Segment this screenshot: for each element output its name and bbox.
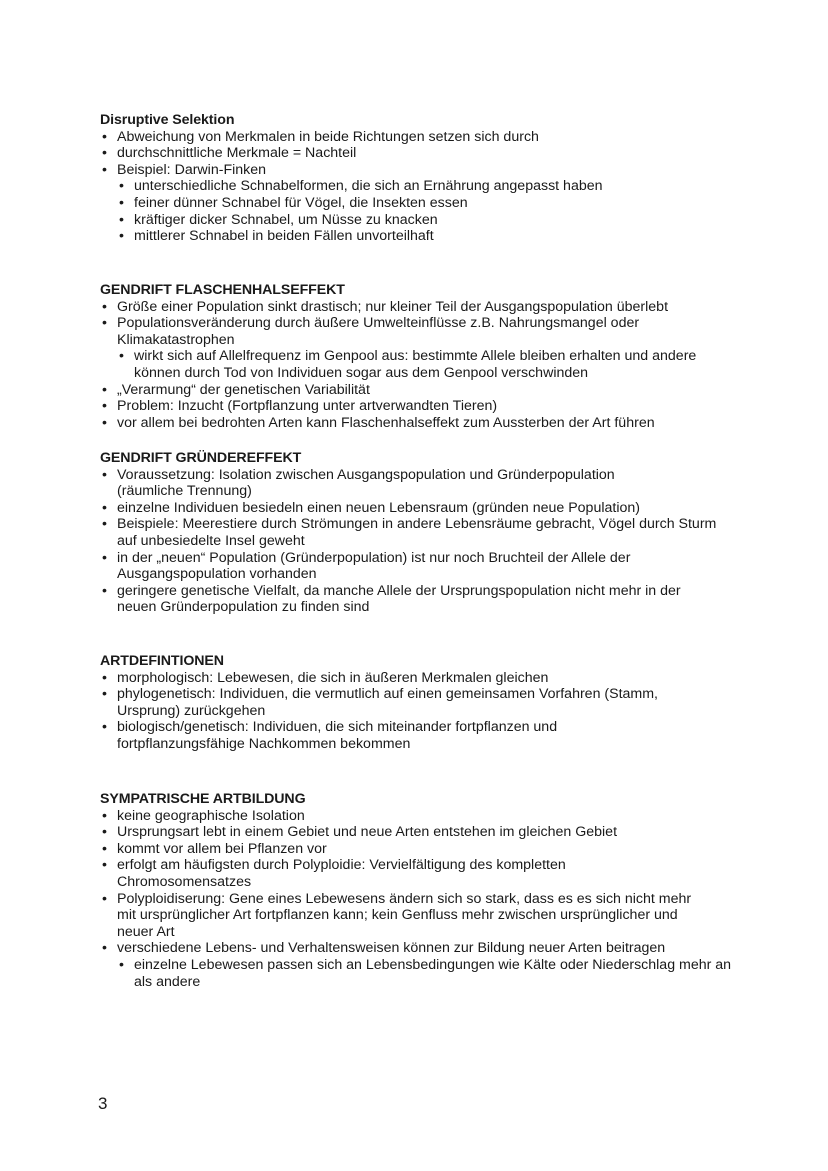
bullet-icon: • bbox=[102, 686, 107, 703]
list-item-text: „Verarmung“ der genetischen Variabilität bbox=[117, 381, 370, 398]
list-item bbox=[100, 686, 740, 719]
section-title: GENDRIFT FLASCHENHALSEFFEKT bbox=[100, 282, 345, 298]
list-item-text: feiner dünner Schnabel für Vögel, die Insekten essen bbox=[134, 194, 468, 211]
list-item-text: vor allem bei bedrohten Arten kann Flaschenhalseffekt zum Aussterben der Art führen bbox=[117, 414, 655, 431]
list-item-text: kräftiger dicker Schnabel, um Nüsse zu knacken bbox=[134, 211, 438, 228]
bullet-icon: • bbox=[102, 549, 107, 566]
list-item-text: Ursprungsart lebt in einem Gebiet und neue Arten entstehen im gleichen Gebiet bbox=[117, 824, 618, 841]
bullet-list bbox=[100, 129, 660, 245]
bullet-icon: • bbox=[102, 719, 107, 736]
section-title: ARTDEFINTIONEN bbox=[100, 653, 224, 669]
bullet-icon: • bbox=[102, 466, 107, 483]
bullet-icon: • bbox=[102, 516, 107, 533]
list-item bbox=[100, 315, 740, 381]
section-sympatrische-artbildung bbox=[100, 791, 740, 990]
bullet-icon: • bbox=[119, 211, 124, 228]
list-item bbox=[100, 382, 740, 399]
list-item-text: einzelne Lebewesen passen sich an Lebensbedingungen wie Kälte oder Niederschlag mehr an als andere bbox=[134, 956, 732, 990]
list-item bbox=[100, 500, 740, 517]
list-item-text: Größe einer Population sinkt drastisch; nur kleiner Teil der Ausgangspopulation überlebt bbox=[117, 298, 669, 315]
sub-list-item bbox=[117, 957, 740, 990]
list-item bbox=[100, 583, 740, 616]
bullet-icon: • bbox=[102, 414, 107, 431]
bullet-list bbox=[100, 670, 740, 753]
list-item-text: mittlerer Schnabel in beiden Fällen unvorteilhaft bbox=[134, 228, 434, 245]
sub-list-item bbox=[117, 178, 660, 195]
list-item bbox=[100, 516, 740, 549]
list-item-text: durchschnittliche Merkmale = Nachteil bbox=[117, 145, 357, 162]
bullet-icon: • bbox=[119, 228, 124, 245]
bullet-icon: • bbox=[102, 298, 107, 315]
list-item bbox=[100, 940, 740, 990]
list-item bbox=[100, 670, 740, 687]
bullet-icon: • bbox=[119, 956, 124, 973]
bullet-icon: • bbox=[102, 315, 107, 332]
list-item bbox=[100, 129, 660, 146]
list-item-text: morphologisch: Lebewesen, die sich in äußeren Merkmalen gleichen bbox=[117, 669, 549, 686]
list-item-text: in der „neuen“ Population (Gründerpopulation) ist nur noch Bruchteil der Allele der Ausgangspopulation vorhanden bbox=[117, 549, 631, 583]
section-artdefinitionen bbox=[100, 653, 740, 753]
list-item bbox=[100, 145, 660, 162]
bullet-icon: • bbox=[102, 381, 107, 398]
bullet-icon: • bbox=[102, 161, 107, 178]
bullet-icon: • bbox=[102, 824, 107, 841]
sub-list bbox=[117, 178, 660, 244]
sub-list bbox=[117, 957, 740, 990]
bullet-icon: • bbox=[102, 128, 107, 145]
list-item bbox=[100, 398, 740, 415]
section-title: Disruptive Selektion bbox=[100, 112, 235, 128]
list-item-text: phylogenetisch: Individuen, die vermutlich auf einen gemeinsamen Vorfahren (Stamm, Ursprung) zurückgehen bbox=[117, 686, 659, 719]
bullet-list bbox=[100, 299, 740, 432]
list-item-text: Voraussetzung: Isolation zwischen Ausgangspopulation und Gründerpopulation (räumliche Trennung) bbox=[117, 466, 615, 500]
section-title: SYMPATRISCHE ARTBILDUNG bbox=[100, 791, 306, 807]
bullet-icon: • bbox=[102, 499, 107, 516]
bullet-icon: • bbox=[102, 145, 107, 162]
list-item bbox=[100, 550, 740, 583]
bullet-icon: • bbox=[102, 807, 107, 824]
list-item-text: keine geographische Isolation bbox=[117, 807, 305, 824]
section-title: GENDRIFT GRÜNDEREFFEKT bbox=[100, 450, 302, 466]
list-item-text: unterschiedliche Schnabelformen, die sich an Ernährung angepasst haben bbox=[134, 178, 603, 195]
list-item-text: Populationsveränderung durch äußere Umwelteinflüsse z.B. Nahrungsmangel oder Klimakatastrophen bbox=[117, 315, 640, 348]
bullet-icon: • bbox=[102, 582, 107, 599]
sub-list-item bbox=[117, 212, 660, 229]
bullet-icon: • bbox=[102, 890, 107, 907]
list-item bbox=[100, 841, 740, 858]
bullet-icon: • bbox=[102, 857, 107, 874]
page-number: 3 bbox=[98, 1094, 108, 1113]
bullet-icon: • bbox=[102, 840, 107, 857]
list-item-text: kommt vor allem bei Pflanzen vor bbox=[117, 840, 327, 857]
list-item-text: Abweichung von Merkmalen in beide Richtungen setzen sich durch bbox=[117, 128, 539, 145]
list-item-text: Problem: Inzucht (Fortpflanzung unter artverwandten Tieren) bbox=[117, 398, 498, 415]
bullet-icon: • bbox=[102, 940, 107, 957]
sub-list bbox=[117, 348, 697, 381]
list-item bbox=[100, 719, 740, 752]
list-item bbox=[100, 162, 660, 245]
list-item-text: wirkt sich auf Allelfrequenz im Genpool aus: bestimmte Allele bleiben erhalten und andere können durch Tod von Individuen sogar aus dem Genpool verschwinden bbox=[134, 348, 697, 381]
section-gendrift-gruendereffekt bbox=[100, 450, 740, 616]
list-item bbox=[100, 467, 740, 500]
bullet-icon: • bbox=[102, 398, 107, 415]
bullet-icon: • bbox=[119, 194, 124, 211]
section-disruptive-selektion bbox=[100, 112, 660, 245]
sub-list-item bbox=[117, 228, 660, 245]
list-item-text: Polyploidiserung: Gene eines Lebewesens ändern sich so stark, dass es es sich nicht mehr mit ursprünglicher Art fortpflanzen kann; kein Genfluss mehr zwischen ursprünglicher und neuer Art bbox=[117, 890, 692, 940]
list-item-text: Beispiele: Meerestiere durch Strömungen in andere Lebensräume gebracht, Vögel durch Sturm auf unbesiedelte Insel geweht bbox=[117, 516, 717, 549]
list-item-text: verschiedene Lebens- und Verhaltensweisen können zur Bildung neuer Arten beitragen bbox=[117, 940, 666, 957]
list-item bbox=[100, 299, 740, 316]
list-item-text: geringere genetische Vielfalt, da manche Allele der Ursprungspopulation nicht mehr in der neuen Gründerpopulation zu finden sind bbox=[117, 582, 681, 616]
list-item-text: einzelne Individuen besiedeln einen neuen Lebensraum (gründen neue Population) bbox=[117, 499, 640, 516]
sub-list-item bbox=[117, 195, 660, 212]
bullet-icon: • bbox=[102, 669, 107, 686]
bullet-list bbox=[100, 467, 740, 616]
list-item-text: biologisch/genetisch: Individuen, die sich miteinander fortpflanzen und fortpflanzungsfähige Nachkommen bekommen bbox=[117, 719, 558, 752]
list-item bbox=[100, 857, 740, 890]
list-item bbox=[100, 415, 740, 432]
list-item bbox=[100, 824, 740, 841]
bullet-icon: • bbox=[119, 348, 124, 365]
list-item-text: Beispiel: Darwin-Finken bbox=[117, 161, 267, 178]
list-item-text: erfolgt am häufigsten durch Polyploidie: Vervielfältigung des kompletten Chromosomensatzes bbox=[117, 857, 566, 890]
list-item bbox=[100, 891, 740, 941]
section-gendrift-flaschenhalseffekt bbox=[100, 282, 740, 431]
bullet-icon: • bbox=[119, 178, 124, 195]
sub-list-item bbox=[117, 348, 710, 381]
bullet-list bbox=[100, 808, 740, 991]
list-item bbox=[100, 808, 740, 825]
